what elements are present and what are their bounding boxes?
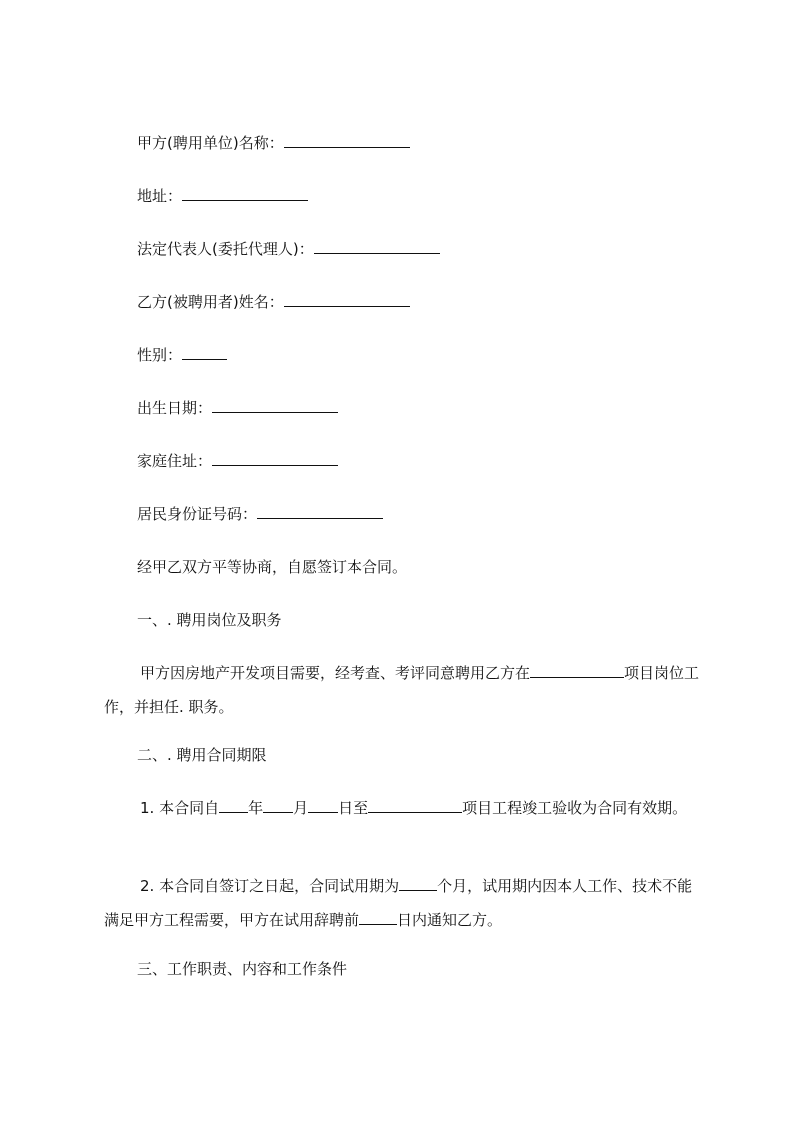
birth-date-line: [137, 398, 338, 418]
home-address-line: [137, 451, 338, 471]
party-a-name-line: [137, 133, 410, 153]
home-address-blank[interactable]: [212, 451, 338, 466]
end-project-blank[interactable]: [368, 798, 462, 813]
s2-p1-text-b: 年: [248, 799, 264, 817]
legal-rep-blank[interactable]: [314, 239, 440, 254]
section2-paragraph-1: [104, 791, 704, 825]
agreement-text: 经甲乙双方平等协商，自愿签订本合同。: [137, 558, 408, 576]
birth-date-blank[interactable]: [212, 398, 338, 413]
home-address-label: 家庭住址：: [137, 452, 213, 470]
section1-p1-text-a: 甲方因房地产开发项目需要，经考查、考评同意聘用乙方在: [140, 664, 531, 682]
s2-p1-text-c: 月: [293, 799, 309, 817]
party-a-name-blank[interactable]: [284, 133, 410, 148]
s2-p1-text-a: 1. 本合同自: [140, 799, 220, 817]
party-b-name-blank[interactable]: [284, 292, 410, 307]
s2-p1-text-e: 项目工程竣工验收为合同有效期。: [462, 799, 688, 817]
section1-title: 一、. 聘用岗位及职务: [137, 611, 282, 629]
section3-title: 三、工作职责、内容和工作条件: [137, 960, 348, 978]
start-year-blank[interactable]: [219, 798, 248, 813]
address-label: 地址：: [137, 187, 183, 205]
start-month-blank[interactable]: [263, 798, 293, 813]
section2-title: 二、. 聘用合同期限: [137, 746, 267, 764]
project-blank[interactable]: [530, 663, 624, 678]
id-number-line: [137, 504, 383, 524]
birth-date-label: 出生日期：: [137, 399, 213, 417]
legal-rep-line: [137, 239, 440, 259]
legal-rep-label: 法定代表人(委托代理人)：: [137, 240, 314, 258]
s2-p2-text-b: 个月，试用期内因本人工作、技术不能满足甲方工程需要，甲方在试用辞聘前: [104, 877, 693, 929]
id-number-label: 居民身份证号码：: [137, 505, 258, 523]
party-b-name-line: [137, 292, 410, 312]
gender-blank[interactable]: [182, 345, 227, 360]
section1-paragraph: [104, 656, 704, 724]
address-line: [137, 186, 308, 206]
gender-label: 性别：: [137, 346, 183, 364]
party-a-name-label: 甲方(聘用单位)名称：: [137, 134, 284, 152]
id-number-blank[interactable]: [257, 504, 383, 519]
trial-months-blank[interactable]: [399, 876, 437, 891]
start-day-blank[interactable]: [308, 798, 338, 813]
s2-p2-text-c: 日内通知乙方。: [397, 911, 503, 929]
section2-paragraph-2: [104, 869, 704, 937]
notice-days-blank[interactable]: [359, 910, 397, 925]
address-blank[interactable]: [182, 186, 308, 201]
section1-p1-text-b: 项目岗位工作，并担任. 职务。: [104, 664, 700, 716]
gender-line: [137, 345, 227, 365]
s2-p1-text-d: 日至: [338, 799, 369, 817]
party-b-name-label: 乙方(被聘用者)姓名：: [137, 293, 284, 311]
s2-p2-text-a: 2. 本合同自签订之日起，合同试用期为: [140, 877, 400, 895]
